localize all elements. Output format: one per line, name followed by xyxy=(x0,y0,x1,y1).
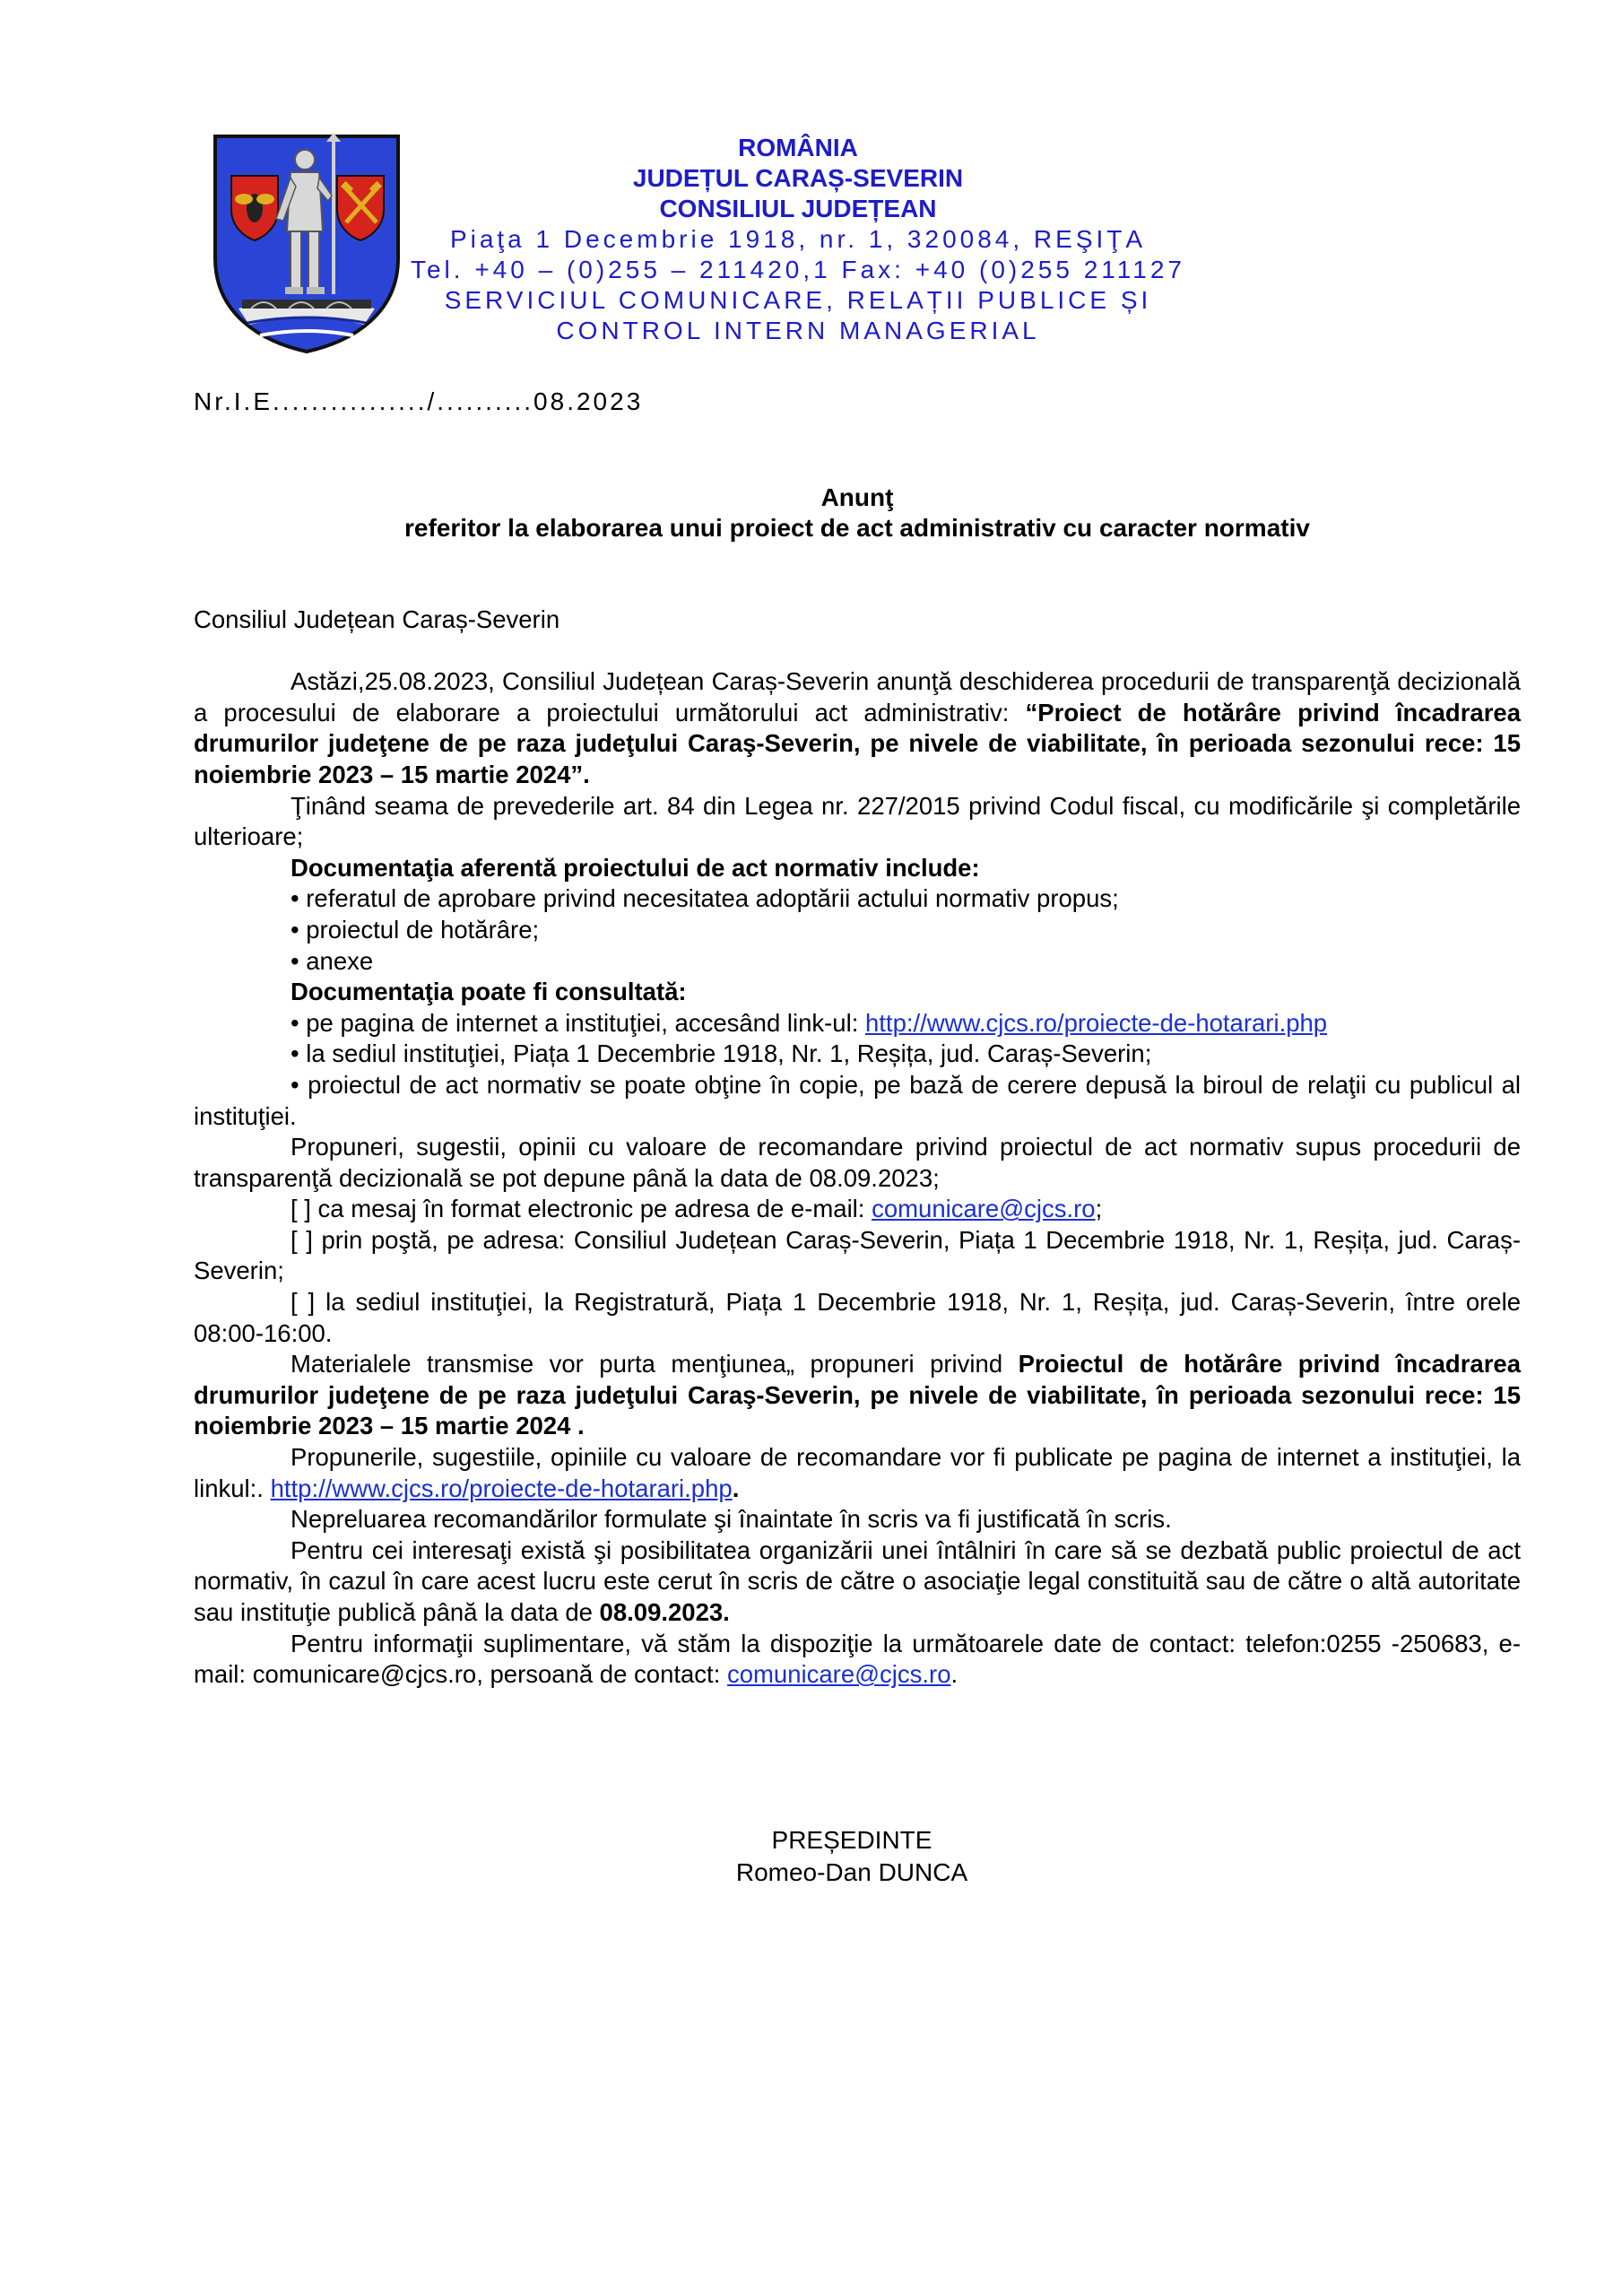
project-title: “Proiect de hotărâre privind încadrarea drumurilor judeţene de pe raza judeţului Caraş-Severin, pe nivele de viabilitate, în perioada sezonului rece: 15 noiembrie 2023 – 15 martie 2024”. xyxy=(194,698,1521,788)
signatory-name: Romeo-Dan DUNCA xyxy=(735,1858,968,1886)
documentation-item: • proiectul de hotărâre; xyxy=(291,915,540,944)
council-name: CONSILIUL JUDEȚEAN xyxy=(659,195,937,222)
addressee: Consiliul Județean Caraș-Severin xyxy=(194,605,560,633)
institution-address: Piaţa 1 Decembrie 1918, nr. 1, 320084, REŞIŢA xyxy=(449,225,1147,253)
documentation-item: • anexe xyxy=(291,946,374,975)
documentation-item: • referatul de aprobare privind necesitatea adoptării actului normativ propus; xyxy=(291,884,1119,913)
service-name-line1: SERVICIUL COMUNICARE, RELAȚII PUBLICE ȘI xyxy=(444,286,1152,314)
consultation-copy: • proiectul de act normativ se poate obţine în copie, pe bază de cerere depusă la biroul de relaţii cu publicul al instituţiei. xyxy=(194,1070,1521,1130)
title-line-1: Anunţ xyxy=(820,483,894,511)
consultation-online-text: • pe pagina de internet a instituţiei, accesând link-ul: xyxy=(291,1008,865,1037)
paragraph-publication xyxy=(194,1442,1521,1504)
paragraph-non-adoption: Nepreluarea recomandărilor formulate şi înaintate în scris va fi justificată în scris. xyxy=(291,1505,1172,1534)
consultation-heading-text: Documentaţia poate fi consultată: xyxy=(291,978,687,1006)
announcement-title xyxy=(194,483,1521,544)
contact-text: Pentru informaţii suplimentare, vă stăm la dispoziţie la următoarele date de contact: telefon:0255 -250683, e-mail: comunicare@cjcs.ro, persoană de contact: xyxy=(194,1629,1521,1689)
paragraph-intro xyxy=(194,666,1521,790)
signature-block xyxy=(628,1824,1076,1889)
option-email-text: [ ] ca mesaj în format electronic pe adresa de e-mail: xyxy=(291,1195,872,1223)
county-name: JUDEȚUL CARAȘ-SEVERIN xyxy=(632,164,964,192)
consultation-online xyxy=(194,1008,1521,1039)
institution-header xyxy=(395,133,1201,346)
meeting-text: Pentru cei interesaţi există şi posibilitatea organizării unei întâlniri în care să se dezbată public proiectul de act normativ, în cazul în care acest lucru este cerut în scris de către o asociaţie legal constituită sau de către o altă autoritate sau instituţie publică până la data de xyxy=(194,1535,1521,1626)
paragraph-public-meeting xyxy=(194,1535,1521,1629)
documentation-heading-text: Documentaţia aferentă proiectului de act normativ include: xyxy=(291,853,980,882)
meeting-deadline: 08.09.2023. xyxy=(599,1598,730,1626)
country-name: ROMÂNIA xyxy=(738,134,858,161)
submission-option-post: [ ] prin poştă, pe adresa: Consiliul Județean Caraș-Severin, Piața 1 Decembrie 1918, Nr. 1, Reșița, jud. Caraș-Severin; xyxy=(194,1225,1521,1285)
registration-number: Nr.I.E................/..........08.2023 xyxy=(194,387,644,415)
option-email-end: ; xyxy=(1095,1195,1103,1223)
projects-link[interactable]: http://www.cjcs.ro/proiecte-de-hotarari.php xyxy=(865,1008,1328,1037)
documentation-heading xyxy=(194,853,1521,884)
institution-phone: Tel. +40 – (0)255 – 211420,1 Fax: +40 (0)255 211127 xyxy=(410,256,1186,283)
consultation-heading xyxy=(194,977,1521,1008)
county-coat-of-arms xyxy=(212,133,402,353)
publication-text: Propunerile, sugestiile, opiniile cu valoare de recomandare vor fi publicate pe pagina de internet a instituţiei, la linkul:. xyxy=(194,1443,1521,1502)
contact-end: . xyxy=(950,1660,958,1689)
materials-text: Materialele transmise vor purta menţiunea„ propuneri privind xyxy=(291,1350,1019,1378)
submission-option-registry: [ ] la sediul instituţiei, la Registratură, Piața 1 Decembrie 1918, Nr. 1, Reșița, jud. Caraș-Severin, între orele 08:00-16:00. xyxy=(194,1288,1521,1347)
announcement-body xyxy=(194,604,1521,1691)
signatory-role: PREȘEDINTE xyxy=(771,1826,932,1854)
paragraph-materials xyxy=(194,1349,1521,1442)
paragraph-legal-basis: Ţinând seama de prevederile art. 84 din Legea nr. 227/2015 privind Codul fiscal, cu modificările şi completările ulterioare; xyxy=(194,791,1521,851)
contact-email-link[interactable]: comunicare@cjcs.ro xyxy=(726,1660,951,1689)
publication-link[interactable]: http://www.cjcs.ro/proiecte-de-hotarari.php xyxy=(270,1474,733,1502)
title-line-2: referitor la elaborarea unui proiect de act administrativ cu caracter normativ xyxy=(404,514,1310,542)
consultation-headquarters: • la sediul instituţiei, Piața 1 Decembrie 1918, Nr. 1, Reșița, jud. Caraș-Severin; xyxy=(291,1039,1152,1068)
email-link[interactable]: comunicare@cjcs.ro xyxy=(872,1195,1096,1223)
paragraph-contact xyxy=(194,1629,1521,1691)
intro-text: Astăzi,25.08.2023, Consiliul Județean Caraș-Severin anunţă deschiderea procedurii de transparenţă decizională a procesului de elaborare a proiectului următorului act administrativ: xyxy=(194,667,1521,726)
publication-end: . xyxy=(732,1474,740,1502)
materials-project-title: Proiectul de hotărâre privind încadrarea drumurilor judeţene de pe raza judeţului Caraş-Severin, pe nivele de viabilitate, în perioada sezonului rece: 15 noiembrie 2023 – 15 martie 2024 . xyxy=(194,1350,1521,1440)
submission-option-email xyxy=(194,1194,1521,1225)
paragraph-proposals: Propuneri, sugestii, opinii cu valoare de recomandare privind proiectul de act normativ supus procedurii de transparenţă decizională se pot depune până la data de 08.09.2023; xyxy=(194,1133,1521,1192)
service-name-line2: CONTROL INTERN MANAGERIAL xyxy=(556,317,1040,344)
